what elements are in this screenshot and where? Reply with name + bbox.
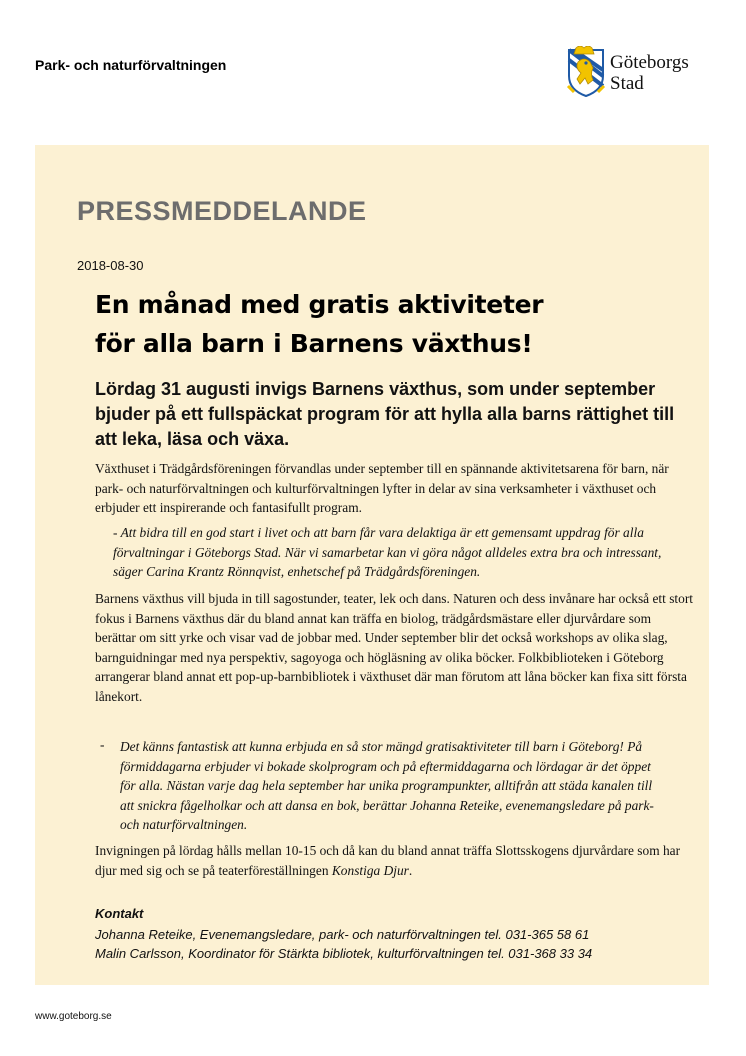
logo-wordmark (610, 52, 689, 94)
logo-line-2: Stad (610, 73, 644, 94)
quote-paragraph-2: Det känns fantastisk att kunna erbjuda en så stor mängd gratisaktiviteter till barn i Göteborg! På förmiddagarna erbjuder vi bokade skolprogram och på eftermiddagarna och lördagar är det öppet för alla. Nästan varje dag hela september har unika programpunkter, alltifrån att städa kanalen till att snickra fågelholkar och att dansa en bok, berättar Johanna Reteike, evenemangsledare på park- och naturförvaltningen. (120, 739, 654, 833)
contact-line-2: Malin Carlsson, Koordinator för Stärkta bibliotek, kulturförvaltningen tel. 031-368 33 34 (95, 946, 593, 961)
body-paragraph-3-text: Invigningen på lördag hålls mellan 10-15 och då kan du bland annat träffa Slottsskogens djurvårdare som har djur med sig och se på teaterföreställningen (95, 843, 681, 878)
release-date: 2018-08-30 (77, 258, 144, 273)
body-paragraph-2: Barnens växthus vill bjuda in till sagostunder, teater, lek och dans. Naturen och dess invånare har också ett stort fokus i Barnens växthus där du bland annat kan träffa en biolog, trädgårdsmästare eller djurvårdare som berättar om sitt yrke och visar vad de jobbar med. Under september blir det också workshops av olika slag, barnguidningar med nya perspektiv, sagoyoga och högläsning av olika böcker. Folkbiblioteken i Göteborg arrangerar bland annat ett pop-up-barnbibliotek i växthuset där man förutom att låna böcker kan fixa sitt första lånekort. (95, 591, 693, 704)
quote-bullet-dash: - (100, 737, 105, 752)
body-paragraph-3 (95, 841, 695, 880)
body-paragraph-1: Växthuset i Trädgårdsföreningen förvandlas under september till en spännande aktivitetsarena för barn, när park- och naturförvaltningen och kulturförvaltningen lyfter in delar av sina verksamheter i växthuset och erbjuder ett inspirerande och fantasifullt program. (95, 461, 669, 516)
body-paragraph-3-end: . (408, 862, 413, 878)
headline-line-2: för alla barn i Barnens växthus! (95, 329, 533, 358)
lead-paragraph: Lördag 31 augusti invigs Barnens växthus, som under september bjuder på ett fullspäckat program för att hylla alla barns rättighet till att leka, läsa och växa. (95, 379, 675, 449)
department-name: Park- och naturförvaltningen (35, 57, 227, 73)
contact-line-1: Johanna Reteike, Evenemangsledare, park- och naturförvaltningen tel. 031-365 58 61 (95, 927, 590, 942)
goteborg-coat-of-arms-icon (566, 46, 606, 98)
press-release-label: PRESSMEDDELANDE (77, 196, 367, 226)
logo-line-1: Göteborgs (610, 52, 689, 73)
headline-line-1: En månad med gratis aktiviteter (95, 290, 544, 319)
play-title: Konstiga Djur (331, 862, 409, 878)
contact-heading: Kontakt (95, 906, 144, 921)
quote-paragraph-1: - Att bidra till en god start i livet och att barn får vara delaktiga är ett gemensamt uppdrag för alla förvaltningar i Göteborgs Stad. När vi samarbetar kan vi göra något alldeles extra bra och intressant, säger Carina Krantz Rönnqvist, enhetschef på Trädgårdsföreningen. (113, 525, 662, 580)
goteborgs-stad-logo[interactable] (566, 46, 716, 98)
headline (95, 285, 695, 363)
footer-website[interactable]: www.goteborg.se (35, 1011, 112, 1022)
